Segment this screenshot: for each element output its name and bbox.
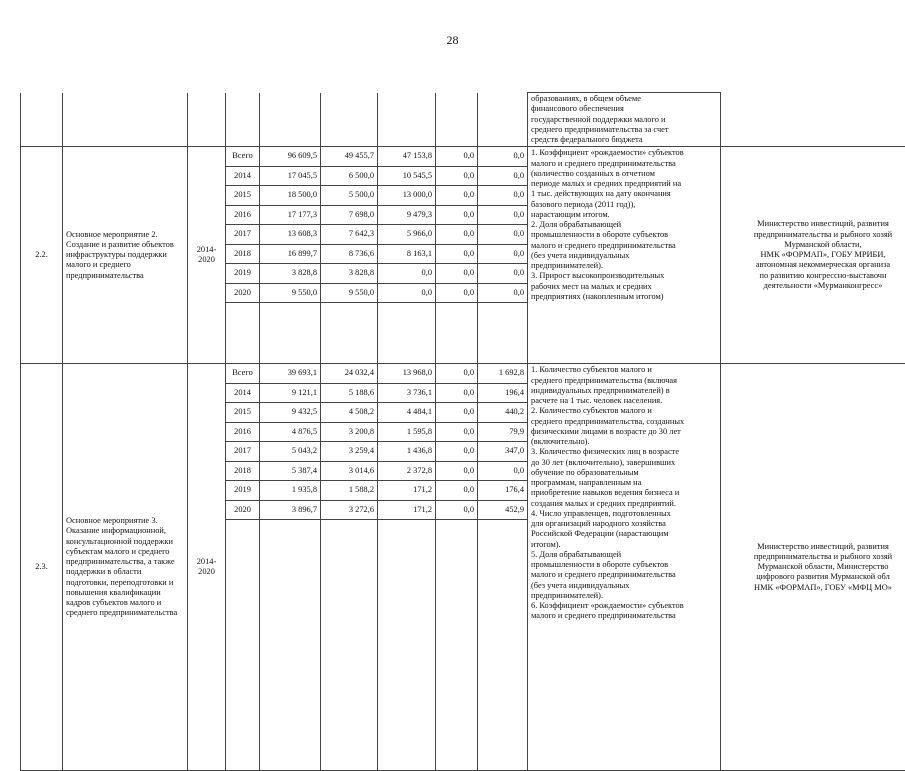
finance-empty: [378, 520, 436, 771]
finance-value: 0,0: [478, 205, 528, 225]
finance-year: 2020: [226, 500, 260, 520]
finance-empty: [260, 303, 321, 364]
finance-value: 5 387,4: [260, 461, 321, 481]
finance-year: 2019: [226, 264, 260, 284]
finance-value: 0,0: [436, 283, 478, 303]
finance-year: 2018: [226, 461, 260, 481]
finance-value: 440,2: [478, 403, 528, 423]
indicator-line: приобретение навыков ведения бизнеса и: [531, 488, 717, 498]
measure-period: 2014-2020: [188, 147, 226, 364]
continuation-indicators: образованиях, в общем объеме финансового обеспечения государственной поддержки малого и среднего предпринимательства за счет средств федерального бюджета: [528, 93, 721, 147]
indicator-line: Российской Федерации (нарастающим: [531, 529, 717, 539]
indicator-line: обучение по образовательным: [531, 468, 717, 478]
finance-value: 0,0: [478, 147, 528, 167]
measure-row: [21, 364, 905, 384]
measure-indicators: [528, 364, 721, 771]
indicator-line: нарастающим итогом.: [531, 210, 717, 220]
finance-value: 5 043,2: [260, 442, 321, 462]
finance-value: 347,0: [478, 442, 528, 462]
finance-value: 0,0: [436, 186, 478, 206]
finance-empty: [321, 303, 378, 364]
finance-value: 3 828,8: [321, 264, 378, 284]
responsible-line: цифрового развития Мурманской обл: [721, 572, 905, 582]
finance-value: 452,9: [478, 500, 528, 520]
finance-value: 7 698,0: [321, 205, 378, 225]
indicator-line: рабочих мест на малых и средних: [531, 282, 717, 292]
finance-year: 2020: [226, 283, 260, 303]
finance-empty: [321, 520, 378, 771]
finance-value: 0,0: [378, 264, 436, 284]
finance-value: 79,9: [478, 422, 528, 442]
finance-value: 0,0: [436, 147, 478, 167]
measure-row: [21, 147, 905, 167]
finance-value: 0,0: [436, 364, 478, 384]
indicator-line: 1. Количество субъектов малого и: [531, 365, 717, 375]
indicator-line: 2. Количество субъектов малого и: [531, 406, 717, 416]
responsible-line: НМК «ФОРМАП», ГОБУ «МФЦ МО»: [721, 583, 905, 593]
finance-value: 3 259,4: [321, 442, 378, 462]
finance-value: 4 876,5: [260, 422, 321, 442]
finance-value: 7 642,3: [321, 225, 378, 245]
finance-value: 0,0: [478, 244, 528, 264]
measure-responsible: [721, 147, 905, 364]
finance-year: Всего: [226, 147, 260, 167]
finance-value: 1 588,2: [321, 481, 378, 501]
measure-indicators: [528, 147, 721, 364]
indicator-line: предпринимателей).: [531, 261, 717, 271]
finance-value: 3 828,8: [260, 264, 321, 284]
responsible-line: Мурманской области,: [721, 240, 905, 250]
finance-value: 0,0: [436, 264, 478, 284]
indicator-line: 3. Количество физических лиц в возрасте: [531, 447, 717, 457]
page-number: 28: [0, 33, 905, 48]
finance-empty: [436, 303, 478, 364]
finance-value: 0,0: [478, 225, 528, 245]
finance-empty: [226, 303, 260, 364]
indicator-line: (количество созданных в отчетном: [531, 169, 717, 179]
finance-value: 0,0: [436, 481, 478, 501]
indicator-line: 1 тыс. действующих на дату окончания: [531, 189, 717, 199]
finance-value: 6 500,0: [321, 166, 378, 186]
finance-value: 4 484,1: [378, 403, 436, 423]
finance-year: 2016: [226, 422, 260, 442]
finance-value: 0,0: [436, 442, 478, 462]
finance-value: 0,0: [436, 403, 478, 423]
measure-name: Основное мероприятие 3. Оказание информационной, консультационной поддержки субъектам малого и среднего предпринимательства, а также поддержки в области подготовки, переподготовки и повышения квалификации кадров субъектов малого и среднего предпринимательства: [63, 364, 188, 771]
responsible-line: Мурманской области, Министерство: [721, 562, 905, 572]
finance-empty: [436, 520, 478, 771]
finance-value: 5 966,0: [378, 225, 436, 245]
finance-value: 8 736,6: [321, 244, 378, 264]
indicator-line: программам, направленным на: [531, 478, 717, 488]
responsible-line: предпринимательства и рыбного хозяй: [721, 552, 905, 562]
finance-year: 2017: [226, 225, 260, 245]
finance-value: 3 014,6: [321, 461, 378, 481]
finance-value: 0,0: [436, 500, 478, 520]
finance-year: 2015: [226, 403, 260, 423]
indicator-line: малого и среднего предпринимательства: [531, 159, 717, 169]
finance-year: 2017: [226, 442, 260, 462]
finance-year: 2016: [226, 205, 260, 225]
indicator-line: предпринимателей).: [531, 591, 717, 601]
finance-year: 2018: [226, 244, 260, 264]
indicator-line: расчете на 1 тыс. человек населения.: [531, 396, 717, 406]
finance-value: 13 608,3: [260, 225, 321, 245]
finance-value: 49 455,7: [321, 147, 378, 167]
finance-value: 0,0: [378, 283, 436, 303]
finance-value: 3 272,6: [321, 500, 378, 520]
indicator-line: 4. Число управленцев, подготовленных: [531, 509, 717, 519]
finance-value: 17 045,5: [260, 166, 321, 186]
finance-year: 2019: [226, 481, 260, 501]
finance-value: 3 736,1: [378, 383, 436, 403]
indicator-line: промышленности в обороте субъектов: [531, 230, 717, 240]
finance-empty: [260, 520, 321, 771]
finance-value: 8 163,1: [378, 244, 436, 264]
responsible-line: предпринимательства и рыбного хозяй: [721, 230, 905, 240]
indicator-line: (без учета индивидуальных: [531, 581, 717, 591]
finance-value: 0,0: [436, 461, 478, 481]
program-table: [20, 92, 905, 771]
indicator-line: 3. Прирост высокопроизводительных: [531, 271, 717, 281]
indicator-line: 2. Доля обрабатывающей: [531, 220, 717, 230]
responsible-line: по развитию конгрессно-выставочн: [721, 271, 905, 281]
finance-year: 2014: [226, 383, 260, 403]
finance-value: 18 500,0: [260, 186, 321, 206]
indicator-line: промышленности в обороте субъектов: [531, 560, 717, 570]
finance-value: 0,0: [478, 264, 528, 284]
responsible-line: Министерство инвестиций, развития: [721, 542, 905, 552]
measure-number: 2.3.: [21, 364, 63, 771]
finance-value: 0,0: [436, 225, 478, 245]
finance-value: 0,0: [478, 186, 528, 206]
indicator-line: итогом).: [531, 540, 717, 550]
responsible-line: деятельности «Мурманконгресс»: [721, 281, 905, 291]
indicator-line: (без учета индивидуальных: [531, 251, 717, 261]
indicator-line: (включительно).: [531, 437, 717, 447]
indicator-line: до 30 лет (включительно), завершивших: [531, 458, 717, 468]
finance-value: 24 032,4: [321, 364, 378, 384]
indicator-line: 5. Доля обрабатывающей: [531, 550, 717, 560]
indicator-line: периоде малых и средних предприятий на: [531, 179, 717, 189]
finance-value: 176,4: [478, 481, 528, 501]
finance-value: 0,0: [478, 461, 528, 481]
finance-value: 10 545,5: [378, 166, 436, 186]
finance-value: 0,0: [436, 422, 478, 442]
indicator-line: предприятиях (накопленным итогом): [531, 292, 717, 302]
indicator-line: индивидуальных предпринимателей) в: [531, 386, 717, 396]
indicator-line: 6. Коэффициент «рождаемости» субъектов: [531, 601, 717, 611]
finance-value: 1 436,8: [378, 442, 436, 462]
finance-value: 13 000,0: [378, 186, 436, 206]
finance-value: 0,0: [436, 166, 478, 186]
indicator-line: 1. Коэффициент «рождаемости» субъектов: [531, 148, 717, 158]
finance-value: 13 968,0: [378, 364, 436, 384]
finance-value: 0,0: [478, 166, 528, 186]
finance-empty: [478, 303, 528, 364]
finance-value: 1 935,8: [260, 481, 321, 501]
finance-value: 0,0: [436, 205, 478, 225]
finance-value: 4 508,2: [321, 403, 378, 423]
finance-year: 2015: [226, 186, 260, 206]
finance-value: 39 693,1: [260, 364, 321, 384]
finance-value: 1 595,8: [378, 422, 436, 442]
measure-number: 2.2.: [21, 147, 63, 364]
finance-value: 5 500,0: [321, 186, 378, 206]
measure-period: 2014-2020: [188, 364, 226, 771]
finance-value: 3 200,8: [321, 422, 378, 442]
indicator-line: базового периода (2011 год)),: [531, 200, 717, 210]
finance-value: 9 550,0: [321, 283, 378, 303]
indicator-line: для организаций народного хозяйства: [531, 519, 717, 529]
finance-empty: [478, 520, 528, 771]
finance-value: 9 479,3: [378, 205, 436, 225]
continuation-row: [21, 93, 905, 147]
responsible-line: автономная некоммерческая организа: [721, 260, 905, 270]
finance-empty: [378, 303, 436, 364]
finance-value: 9 121,1: [260, 383, 321, 403]
indicator-line: малого и среднего предпринимательства: [531, 611, 717, 621]
indicator-line: малого и среднего предпринимательства: [531, 570, 717, 580]
indicator-line: физическими лицами в возрасте до 30 лет: [531, 427, 717, 437]
finance-value: 171,2: [378, 500, 436, 520]
finance-value: 9 432,5: [260, 403, 321, 423]
finance-value: 96 609,5: [260, 147, 321, 167]
measure-responsible: [721, 364, 905, 771]
finance-value: 3 896,7: [260, 500, 321, 520]
finance-empty: [226, 520, 260, 771]
indicator-line: создания малых и средних предприятий.: [531, 499, 717, 509]
responsible-line: НМК «ФОРМАП», ГОБУ МРИБИ,: [721, 250, 905, 260]
indicator-line: среднего предпринимательства, созданных: [531, 417, 717, 427]
finance-value: 196,4: [478, 383, 528, 403]
finance-value: 0,0: [436, 383, 478, 403]
finance-value: 171,2: [378, 481, 436, 501]
indicator-line: малого и среднего предпринимательства: [531, 241, 717, 251]
finance-value: 2 372,8: [378, 461, 436, 481]
finance-value: 47 153,8: [378, 147, 436, 167]
indicator-line: среднего предпринимательства (включая: [531, 376, 717, 386]
finance-value: 0,0: [478, 283, 528, 303]
finance-value: 0,0: [436, 244, 478, 264]
finance-value: 9 550,0: [260, 283, 321, 303]
measure-name: Основное мероприятие 2. Создание и развитие объектов инфраструктуры поддержки малого и среднего предпринимательства: [63, 147, 188, 364]
finance-value: 16 899,7: [260, 244, 321, 264]
finance-year: Всего: [226, 364, 260, 384]
finance-value: 17 177,3: [260, 205, 321, 225]
finance-value: 5 188,6: [321, 383, 378, 403]
responsible-line: Министерство инвестиций, развития: [721, 219, 905, 229]
finance-value: 1 692,8: [478, 364, 528, 384]
finance-year: 2014: [226, 166, 260, 186]
